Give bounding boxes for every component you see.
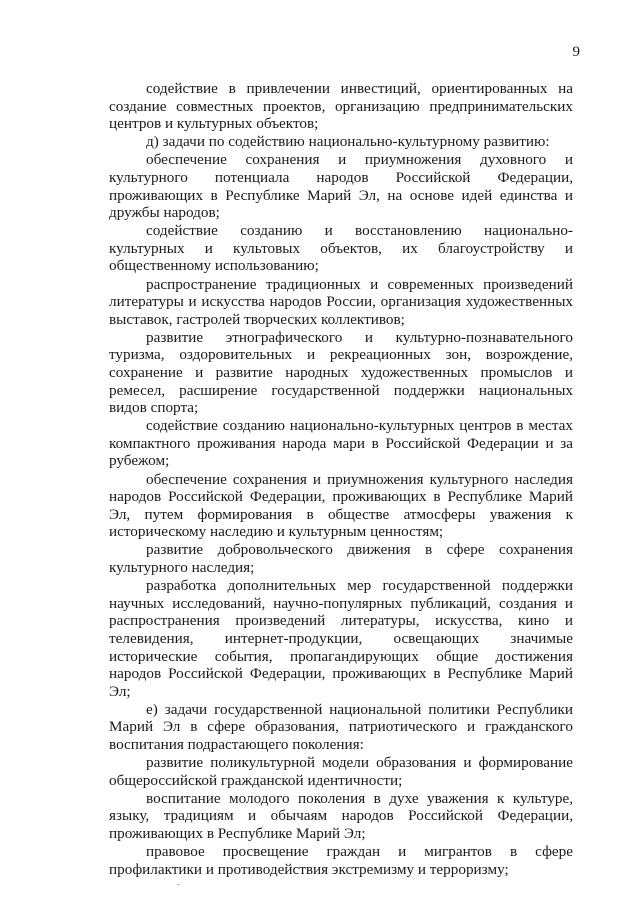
paragraph: д) задачи по содействию национально-культурному развитию: — [146, 133, 550, 151]
paragraph: содействие в привлечении инвестиций, ориентированных на создание совместных проектов, организацию предпринимательских центров и культурных объектов; — [109, 80, 573, 133]
paragraph: развитие добровольческого движения в сфере сохранения культурного наследия; — [109, 541, 573, 577]
paragraph: е) задачи государственной национальной политики Республики Марий Эл в сфере образования, патриотического и гражданского воспитания подрастающего поколения: — [109, 700, 573, 753]
paragraph: правовое просвещение граждан и мигрантов в сфере профилактики и противодействия экстремизму и терроризму; — [109, 843, 573, 878]
paragraph: содействие созданию национально-культурных центров в местах компактного проживания народа мари в Российской Федерации и за рубежом; — [109, 417, 573, 470]
scan-mark — [177, 884, 180, 885]
paragraph: воспитание молодого поколения в духе уважения к культуре, языку, традициям и обычаям народов Российской Федерации, проживающих в Республике Марий Эл; — [109, 789, 573, 842]
paragraph: распространение традиционных и современных произведений литературы и искусства народов России, организация художественных выставок, гастролей творческих коллективов; — [109, 275, 573, 328]
paragraph: содействие созданию и восстановлению национально-культурных и культовых объектов, их благоустройству и общественному использованию; — [109, 222, 573, 275]
document-body — [109, 80, 573, 879]
paragraph: разработка дополнительных мер государственной поддержки научных исследований, научно-популярных публикаций, создания и распространения произведений литературы, искусства, кино и телевидения, интернет-продукции, освещающих значимые исторические события, пропагандирующих общие достижения народов Российской Федерации, проживающих в Республике Марий Эл; — [109, 577, 573, 700]
paragraph: развитие поликультурной модели образования и формирование общероссийской гражданской идентичности; — [109, 754, 573, 789]
page-number: 9 — [572, 44, 580, 60]
paragraph: развитие этнографического и культурно-познавательного туризма, оздоровительных и рекреационных зон, возрождение, сохранение и развитие народных художественных промыслов и ремесел, расширение государственной поддержки национальных видов спорта; — [109, 328, 573, 417]
paragraph: обеспечение сохранения и приумножения духовного и культурного потенциала народов Российской Федерации, проживающих в Республике Марий Эл, на основе идей единства и дружбы народов; — [109, 151, 573, 222]
paragraph: обеспечение сохранения и приумножения культурного наследия народов Российской Федерации, проживающих в Республике Марий Эл, путем формирования в обществе атмосферы уважения к историческому наследию и культурным ценностям; — [109, 470, 573, 541]
